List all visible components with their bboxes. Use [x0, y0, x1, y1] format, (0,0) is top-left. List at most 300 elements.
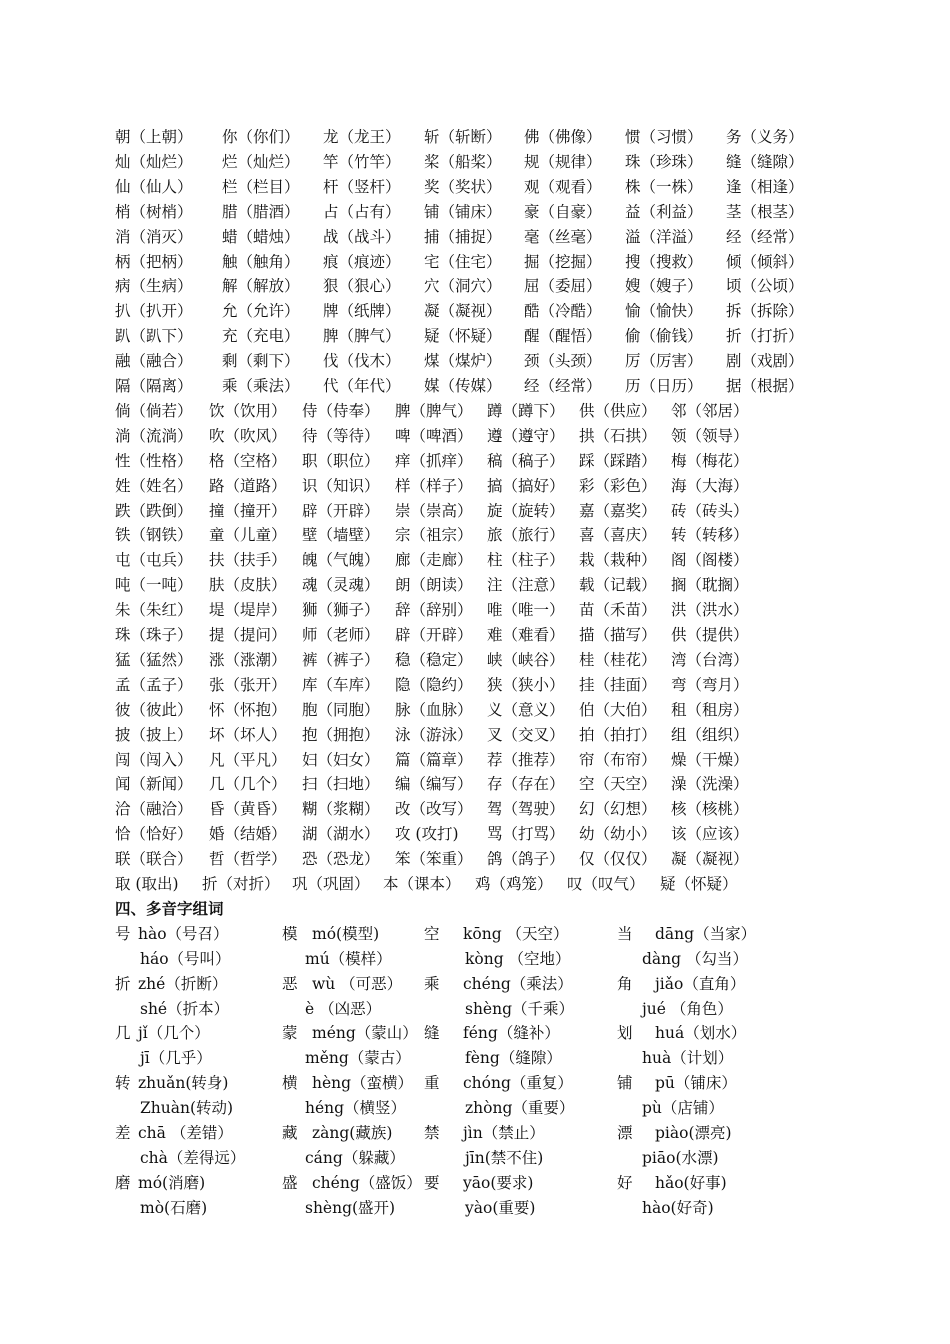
word-pair: 狭（狭小）: [487, 675, 565, 694]
polyphone-reading: zàng(藏族): [312, 1124, 393, 1142]
word-pair: 充（充电）: [222, 327, 300, 346]
word-row: [0, 400, 950, 425]
polyphone-char: 好: [617, 1173, 633, 1192]
polyphone-reading: zhuǎn(转身): [138, 1074, 229, 1093]
word-pair: 幼（幼小）: [579, 825, 657, 844]
polyphone-reading: zhòng（重要）: [465, 1099, 575, 1118]
word-pair: 解（解放）: [222, 277, 300, 296]
polyphone-char: 折: [115, 974, 131, 993]
word-pair: 租（租房）: [671, 700, 749, 719]
word-pair: 凝（凝视）: [424, 302, 502, 321]
word-pair: 栽（栽种）: [579, 551, 657, 570]
word-pair: 脉（血脉）: [395, 700, 473, 719]
word-pair: 跌（跌倒）: [115, 501, 193, 520]
word-pair: 颈（头颈）: [524, 352, 602, 371]
word-pair: 朗（朗读）: [395, 576, 473, 595]
word-pair: 病（生病）: [115, 277, 193, 296]
word-pair: 据（根据）: [726, 377, 804, 395]
word-pair: 朝（上朝）: [115, 128, 193, 146]
polyphone-reading: pū（铺床）: [655, 1074, 737, 1093]
word-row: [0, 624, 950, 649]
word-pair: 龙（龙王）: [323, 128, 401, 146]
polyphone-char: 恶: [282, 974, 298, 993]
word-row: [0, 325, 950, 350]
word-pair: 柄（把柄）: [115, 252, 193, 271]
polyphone-char: 禁: [424, 1124, 440, 1142]
polyphone-char: 藏: [282, 1124, 298, 1142]
word-row: [0, 275, 950, 300]
word-pair: 柱（柱子）: [487, 551, 565, 570]
word-pair: 职（职位）: [302, 451, 380, 470]
polyphone-row: [0, 1122, 950, 1147]
word-row: [0, 699, 950, 724]
polyphone-reading: hào(好奇): [642, 1198, 714, 1217]
polyphone-reading: dāng（当家）: [655, 924, 757, 943]
word-pair: 驾（驾驶）: [487, 800, 565, 819]
word-pair: 仅（仅仅）: [579, 850, 657, 869]
word-pair: 融（融合）: [115, 352, 193, 371]
word-pair: 取 (取出): [115, 875, 179, 893]
word-pair: 燥（干燥）: [671, 750, 749, 769]
word-pair: 鸽（鸽子）: [487, 850, 565, 869]
word-pair: 喜（喜庆）: [579, 526, 657, 545]
polyphone-reading: zhé（折断）: [138, 974, 228, 993]
word-pair: 折（对折）: [202, 875, 280, 893]
word-pair: 苗（禾苗）: [579, 601, 657, 620]
polyphone-char: 差: [115, 1124, 131, 1142]
word-pair: 战（战斗）: [323, 227, 401, 246]
polyphone-reading: méng（蒙山）: [312, 1024, 418, 1043]
polyphone-reading: fèng（缝隙）: [465, 1049, 562, 1068]
word-pair: 剩（剩下）: [222, 352, 300, 371]
word-pair: 裤（裤子）: [302, 650, 380, 669]
word-pair: 抱（拥抱）: [302, 725, 380, 744]
word-pair: 阁（阁楼）: [671, 551, 749, 570]
word-pair: 组（组织）: [671, 725, 749, 744]
word-pair: 糊（浆糊）: [302, 800, 380, 819]
word-pair: 观（观看）: [524, 177, 602, 196]
polyphone-reading: mó(模型): [312, 924, 380, 943]
word-pair: 样（样子）: [395, 476, 473, 495]
word-row: [0, 549, 950, 574]
word-pair: 婚（结婚）: [209, 825, 287, 844]
word-pair: 提（提问）: [209, 626, 287, 644]
word-pair: 哲（哲学）: [209, 850, 287, 869]
word-row: [0, 674, 950, 699]
word-pair: 闯（闯入）: [115, 750, 193, 769]
word-pair: 荐（推荐）: [487, 750, 565, 769]
word-pair: 性（性格）: [115, 451, 193, 470]
word-pair: 酷（冷酷）: [524, 302, 602, 321]
word-pair: 折（打折）: [726, 327, 804, 346]
word-pair: 扶（扶手）: [209, 551, 287, 570]
word-row: [0, 475, 950, 500]
word-pair: 挂（挂面）: [579, 675, 657, 694]
word-pair: 肤（皮肤）: [209, 576, 287, 595]
word-pair: 童（儿童）: [209, 526, 287, 545]
polyphone-char: 空: [424, 924, 440, 943]
word-pair: 张（张开）: [209, 675, 287, 694]
word-pair: 唯（唯一）: [487, 601, 565, 620]
polyphone-reading: chā （差错）: [138, 1124, 233, 1142]
word-pair: 蹲（蹲下）: [487, 401, 565, 420]
polyphone-reading: háo（号叫）: [140, 949, 231, 968]
polyphone-reading: jī（几乎）: [140, 1049, 212, 1068]
polyphone-reading: pù（店铺）: [642, 1099, 724, 1118]
word-pair: 海（大海）: [671, 476, 749, 495]
word-pair: 搜（搜救）: [625, 252, 703, 271]
word-row: [0, 450, 950, 475]
word-pair: 攻 (攻打): [395, 825, 459, 844]
polyphone-reading: jìn（禁止）: [463, 1124, 545, 1142]
word-pair: 宅（住宅）: [424, 252, 502, 271]
word-pair: 凝（凝视）: [671, 850, 749, 869]
word-pair: 消（消灭）: [115, 227, 193, 246]
polyphone-reading: chóng（重复）: [463, 1074, 573, 1093]
polyphone-char: 当: [617, 924, 633, 943]
polyphone-row: [0, 1072, 950, 1097]
word-pair: 闻（新闻）: [115, 775, 193, 794]
word-pair: 帘（布帘）: [579, 750, 657, 769]
word-pair: 凡（平凡）: [209, 750, 287, 769]
word-pair: 泳（游泳）: [395, 725, 473, 744]
word-pair: 魂（灵魂）: [302, 576, 380, 595]
word-pair: 载（记载）: [579, 576, 657, 595]
word-pair: 几（几个）: [209, 775, 287, 794]
polyphone-reading: huà（计划）: [642, 1049, 734, 1068]
word-pair: 怀（怀抱）: [209, 700, 287, 719]
word-row: [0, 425, 950, 450]
word-pair: 吹（吹风）: [209, 426, 287, 445]
word-pair: 编（编写）: [395, 775, 473, 794]
word-pair: 遵（遵守）: [487, 426, 565, 445]
polyphone-row-alt: [0, 998, 950, 1023]
word-pair: 狠（狠心）: [323, 277, 401, 296]
word-row: [0, 649, 950, 674]
polyphone-reading: héng（横竖）: [305, 1099, 407, 1118]
word-row: [0, 375, 950, 400]
word-pair: 路（道路）: [209, 476, 287, 495]
word-pair: 隐（隐约）: [395, 675, 473, 694]
word-pair: 愉（愉快）: [625, 302, 703, 321]
polyphone-reading: piào(漂亮): [655, 1124, 732, 1142]
word-pair: 妇（妇女）: [302, 750, 380, 769]
word-pair: 竿（竹竿）: [323, 152, 401, 171]
word-pair: 辟（开辟）: [302, 501, 380, 520]
word-pair: 伐（伐木）: [323, 352, 401, 371]
word-pair: 供（供应）: [579, 401, 657, 420]
word-pair: 梢（树梢）: [115, 202, 193, 221]
word-pair: 珠（珍珠）: [625, 152, 703, 171]
word-pair: 乘（乘法）: [222, 377, 300, 395]
word-pair: 供（提供）: [671, 626, 749, 644]
polyphone-reading: jīn(禁不住): [465, 1148, 544, 1167]
polyphone-char: 要: [424, 1173, 440, 1192]
word-pair: 篇（篇章）: [395, 750, 473, 769]
word-row: [0, 176, 950, 201]
word-pair: 义（意义）: [487, 700, 565, 719]
word-pair: 扒（扒开）: [115, 302, 193, 321]
word-pair: 株（一株）: [625, 177, 703, 196]
word-row: [0, 823, 950, 848]
word-pair: 佛（佛像）: [524, 128, 602, 146]
word-pair: 饮（饮用）: [209, 401, 287, 420]
word-pair: 梅（梅花）: [671, 451, 749, 470]
word-row: [0, 848, 950, 873]
word-pair: 务（义务）: [726, 128, 804, 146]
polyphone-reading: jiǎo（直角）: [655, 974, 746, 993]
word-pair: 腊（腊酒）: [222, 202, 300, 221]
word-pair: 蜡（蜡烛）: [222, 227, 300, 246]
polyphone-char: 盛: [282, 1173, 298, 1192]
polyphone-reading: chà（差得远）: [140, 1148, 246, 1167]
word-pair: 坏（坏人）: [209, 725, 287, 744]
word-pair: 脾（脾气）: [323, 327, 401, 346]
word-row: [0, 226, 950, 251]
word-pair: 识（知识）: [302, 476, 380, 495]
word-pair: 侍（侍奉）: [302, 401, 380, 420]
word-row: [0, 300, 950, 325]
polyphone-reading: Zhuàn(转动): [140, 1099, 234, 1118]
word-pair: 骂（打骂）: [487, 825, 565, 844]
polyphone-reading: měng（蒙古）: [305, 1049, 411, 1068]
word-pair: 茎（根茎）: [726, 202, 804, 221]
word-pair: 堤（堤岸）: [209, 601, 287, 620]
word-pair: 鸡（鸡笼）: [475, 875, 553, 893]
word-pair: 豪（自豪）: [524, 202, 602, 221]
polyphone-reading: chéng（盛饭）: [312, 1173, 422, 1192]
word-row: [0, 574, 950, 599]
word-pair: 旅（旅行）: [487, 526, 565, 545]
word-pair: 魄（气魄）: [302, 551, 380, 570]
word-pair: 恐（恐龙）: [302, 850, 380, 869]
polyphone-reading: jǐ（几个）: [138, 1024, 210, 1043]
word-pair: 经（经常）: [524, 377, 602, 395]
polyphone-reading: è （凶恶）: [305, 999, 382, 1018]
word-row: [0, 126, 950, 151]
word-pair: 煤（煤炉）: [424, 352, 502, 371]
word-pair: 改（改写）: [395, 800, 473, 819]
polyphone-reading: shé（折本）: [140, 999, 230, 1018]
polyphone-char: 角: [617, 974, 633, 993]
polyphone-row-alt: [0, 1097, 950, 1122]
word-row-last: [0, 873, 950, 898]
word-pair: 屈（委屈）: [524, 277, 602, 296]
polyphone-reading: shèng（千乘）: [465, 999, 575, 1018]
polyphone-reading: mò(石磨): [140, 1198, 208, 1217]
polyphone-reading: huá（划水）: [655, 1024, 747, 1043]
word-pair: 捕（捕捉）: [424, 227, 502, 246]
word-pair: 溢（洋溢）: [625, 227, 703, 246]
word-pair: 描（描写）: [579, 626, 657, 644]
word-pair: 辟（开辟）: [395, 626, 473, 644]
word-pair: 牌（纸牌）: [323, 302, 401, 321]
word-pair: 益（利益）: [625, 202, 703, 221]
word-pair: 奖（奖状）: [424, 177, 502, 196]
polyphone-reading: shèng(盛开): [305, 1198, 396, 1217]
word-pair: 触（触角）: [222, 252, 300, 271]
word-pair: 伯（大伯）: [579, 700, 657, 719]
word-pair: 脾（脾气）: [395, 401, 473, 420]
word-pair: 趴（趴下）: [115, 327, 193, 346]
polyphone-char: 模: [282, 924, 298, 943]
polyphone-char: 转: [115, 1074, 131, 1093]
word-pair: 壁（墙壁）: [302, 526, 380, 545]
word-pair: 疑（怀疑）: [424, 327, 502, 346]
word-pair: 铁（钢铁）: [115, 526, 193, 545]
polyphone-char: 乘: [424, 974, 440, 993]
polyphone-row-alt: [0, 1047, 950, 1072]
polyphone-row-alt: [0, 948, 950, 973]
word-pair: 顷（公顷）: [726, 277, 804, 296]
polyphone-char: 几: [115, 1024, 131, 1043]
word-pair: 孟（孟子）: [115, 675, 193, 694]
word-pair: 稿（稿子）: [487, 451, 565, 470]
word-pair: 厉（厉害）: [625, 352, 703, 371]
polyphone-reading: jué （角色）: [642, 999, 733, 1018]
word-pair: 湾（台湾）: [671, 650, 749, 669]
word-row: [0, 724, 950, 749]
word-pair: 笨（笨重）: [395, 850, 473, 869]
word-pair: 转（转移）: [671, 526, 749, 545]
polyphone-reading: yāo(要求): [463, 1173, 534, 1192]
polyphone-reading: kòng （空地）: [465, 949, 571, 968]
word-pair: 痒（抓痒）: [395, 451, 473, 470]
word-pair: 逢（相逢）: [726, 177, 804, 196]
word-pair: 拱（石拱）: [579, 426, 657, 445]
polyphone-reading: yào(重要): [465, 1198, 536, 1217]
word-pair: 恰（恰好）: [115, 825, 193, 844]
word-pair: 斩（斩断）: [424, 128, 502, 146]
polyphone-reading: hǎo(好事): [655, 1173, 727, 1192]
word-pair: 剧（戏剧）: [726, 352, 804, 371]
polyphone-reading: cáng（躲藏）: [305, 1148, 405, 1167]
polyphone-reading: hào（号召）: [138, 924, 229, 943]
polyphone-reading: chéng（乘法）: [463, 974, 573, 993]
word-pair: 叹（叹气）: [567, 875, 645, 893]
word-pair: 彼（彼此）: [115, 700, 193, 719]
word-pair: 啤（啤酒）: [395, 426, 473, 445]
word-pair: 撞（撞开）: [209, 501, 287, 520]
word-pair: 涨（涨潮）: [209, 650, 287, 669]
word-pair: 库（车库）: [302, 675, 380, 694]
word-pair: 洪（洪水）: [671, 601, 749, 620]
word-pair: 你（你们）: [222, 128, 300, 146]
word-pair: 空（天空）: [579, 775, 657, 794]
polyphone-char: 号: [115, 924, 131, 943]
polyphone-reading: kōng （天空）: [463, 924, 569, 943]
word-pair: 惯（习惯）: [625, 128, 703, 146]
word-pair: 隔（隔离）: [115, 377, 193, 395]
word-pair: 彩（彩色）: [579, 476, 657, 495]
word-pair: 栏（栏目）: [222, 177, 300, 196]
word-pair: 澡（洗澡）: [671, 775, 749, 794]
word-pair: 醒（醒悟）: [524, 327, 602, 346]
word-pair: 吨（一吨）: [115, 576, 193, 595]
polyphone-row: [0, 1022, 950, 1047]
word-pair: 邻（邻居）: [671, 401, 749, 420]
word-pair: 杆（竖杆）: [323, 177, 401, 196]
word-row: [0, 599, 950, 624]
word-row: [0, 350, 950, 375]
polyphone-row-alt: [0, 1197, 950, 1222]
word-pair: 毫（丝毫）: [524, 227, 602, 246]
word-pair: 注（注意）: [487, 576, 565, 595]
word-pair: 胞（同胞）: [302, 700, 380, 719]
word-pair: 穴（洞穴）: [424, 277, 502, 296]
word-pair: 宗（祖宗）: [395, 526, 473, 545]
word-pair: 媒（传媒）: [424, 377, 502, 395]
word-row: [0, 500, 950, 525]
word-pair: 昏（黄昏）: [209, 800, 287, 819]
word-pair: 掘（挖掘）: [524, 252, 602, 271]
word-pair: 砖（砖头）: [671, 501, 749, 520]
section-title: 四、多音字组词: [115, 899, 224, 918]
word-pair: 烂（灿烂）: [222, 152, 300, 171]
word-pair: 待（等待）: [302, 426, 380, 445]
word-pair: 踩（踩踏）: [579, 451, 657, 470]
word-row: [0, 798, 950, 823]
word-pair: 规（规律）: [524, 152, 602, 171]
word-pair: 倘（倘若）: [115, 401, 193, 420]
word-pair: 联（联合）: [115, 850, 193, 869]
polyphone-reading: hèng（蛮横）: [312, 1074, 414, 1093]
polyphone-char: 重: [424, 1074, 440, 1093]
word-pair: 旋（旋转）: [487, 501, 565, 520]
word-pair: 桂（桂花）: [579, 650, 657, 669]
word-pair: 经（经常）: [726, 227, 804, 246]
polyphone-row: [0, 923, 950, 948]
word-pair: 代（年代）: [323, 377, 401, 395]
word-pair: 扫（扫地）: [302, 775, 380, 794]
word-pair: 朱（朱红）: [115, 601, 193, 620]
word-pair: 屯（屯兵）: [115, 551, 193, 570]
word-pair: 叉（交叉）: [487, 725, 565, 744]
word-pair: 偷（偷钱）: [625, 327, 703, 346]
word-pair: 廊（走廊）: [395, 551, 473, 570]
word-pair: 该（应该）: [671, 825, 749, 844]
word-pair: 巩（巩固）: [292, 875, 370, 893]
polyphone-row: [0, 1172, 950, 1197]
word-pair: 嘉（嘉奖）: [579, 501, 657, 520]
polyphone-char: 划: [617, 1024, 633, 1043]
polyphone-char: 缝: [424, 1024, 440, 1043]
word-pair: 稳（稳定）: [395, 650, 473, 669]
polyphone-reading: féng（缝补）: [463, 1024, 560, 1043]
word-pair: 占（占有）: [323, 202, 401, 221]
word-pair: 辞（辞别）: [395, 601, 473, 620]
word-pair: 崇（崇高）: [395, 501, 473, 520]
word-pair: 痕（痕迹）: [323, 252, 401, 271]
word-pair: 拍（拍打）: [579, 725, 657, 744]
word-pair: 存（存在）: [487, 775, 565, 794]
polyphone-reading: mó(消磨): [138, 1173, 206, 1192]
polyphone-reading: mú（模样）: [305, 949, 392, 968]
word-pair: 疑（怀疑）: [660, 875, 738, 893]
word-pair: 弯（弯月）: [671, 675, 749, 694]
word-pair: 幻（幻想）: [579, 800, 657, 819]
word-pair: 铺（铺床）: [424, 202, 502, 221]
word-pair: 搁（耽搁）: [671, 576, 749, 595]
word-pair: 师（老师）: [302, 626, 380, 644]
word-pair: 披（披上）: [115, 725, 193, 744]
word-pair: 姓（姓名）: [115, 476, 193, 495]
word-row: [0, 251, 950, 276]
word-row: [0, 524, 950, 549]
word-pair: 仙（仙人）: [115, 177, 193, 196]
word-pair: 搞（搞好）: [487, 476, 565, 495]
word-row: [0, 773, 950, 798]
